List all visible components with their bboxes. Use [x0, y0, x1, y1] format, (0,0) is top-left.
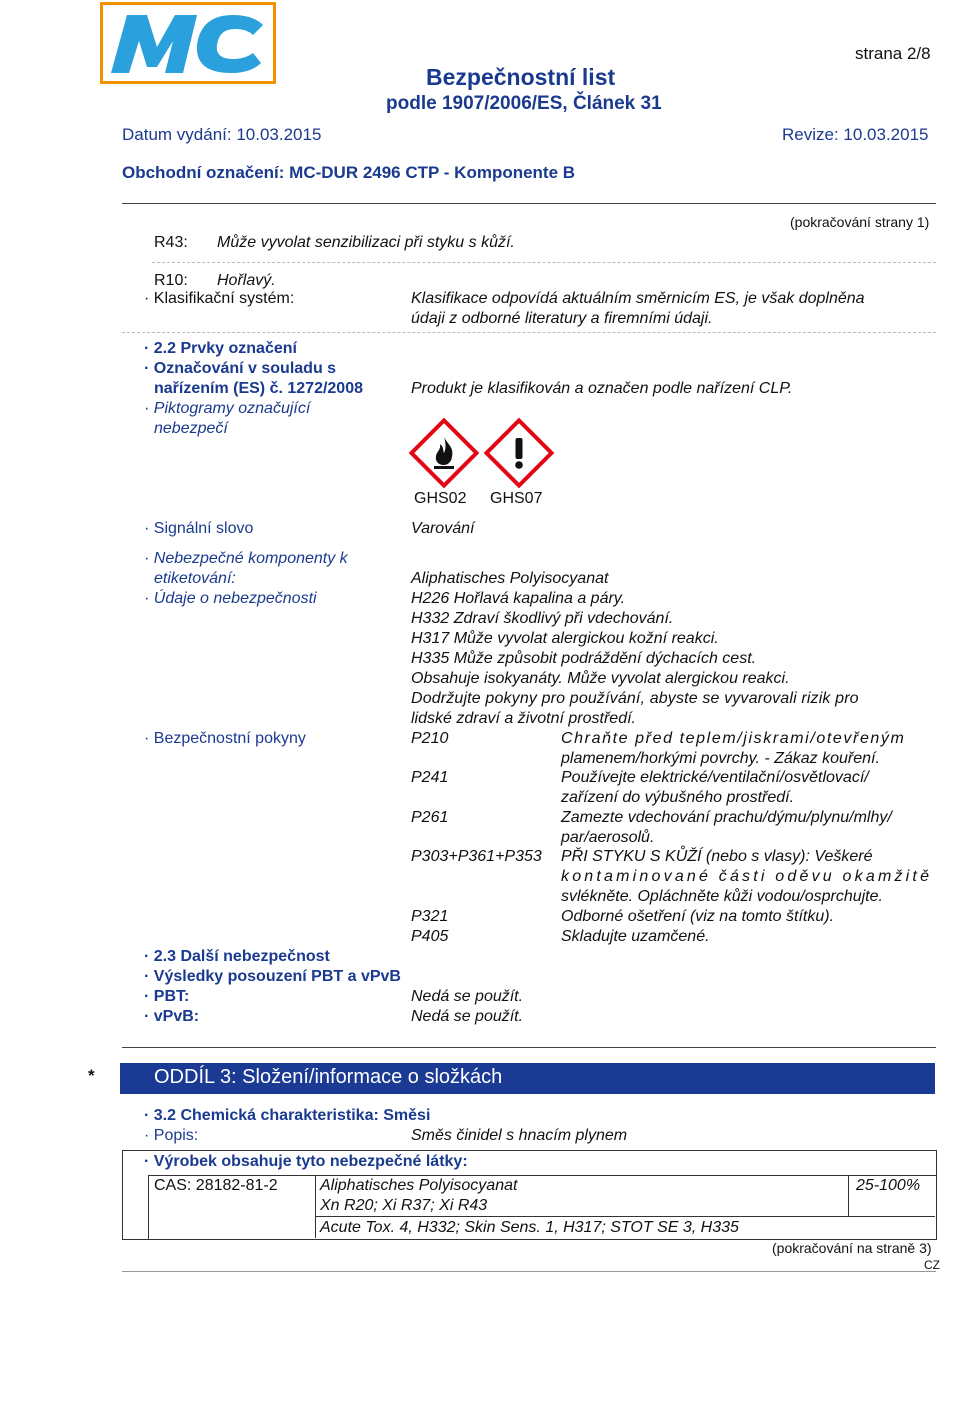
issue-date: Datum vydání: 10.03.2015 [122, 125, 322, 144]
divider [848, 1175, 849, 1217]
clp-classification: Acute Tox. 4, H332; Skin Sens. 1, H317; STOT SE 3, H335 [320, 1219, 739, 1236]
hazard-line: H226 Hořlavá kapalina a páry. [411, 590, 626, 607]
hazard-label: · Údaje o nebezpečnosti [144, 590, 317, 608]
divider [315, 1216, 935, 1217]
labelling-value: Produkt je klasifikován a označen podle nařízení CLP. [411, 380, 793, 397]
mc-logo-icon [103, 5, 273, 81]
language-code: CZ [924, 1258, 940, 1272]
precautions-label: · Bezpečnostní pokyny [144, 730, 306, 748]
pictograms-label-2: nebezpečí [154, 420, 228, 437]
substances-table-heading: · Výrobek obsahuje tyto nebezpečné látky: [144, 1153, 468, 1171]
document-subtitle: podle 1907/2006/ES, Článek 31 [386, 93, 662, 114]
hazard-line: Dodržujte pokyny pro používání, abyste se vyvarovali rizik pro [411, 690, 859, 707]
precaution-text: Zamezte vdechování prachu/dýmu/plynu/mlhy/ [561, 809, 892, 826]
description-value: Směs činidel s hnacím plynem [411, 1127, 628, 1144]
ghs07-label: GHS07 [490, 490, 543, 507]
footer-divider [122, 1271, 936, 1272]
divider [315, 1175, 316, 1238]
precaution-text: Chraňte před teplem/jiskrami/otevřeným [561, 730, 906, 747]
r10-text: Hořlavý. [217, 272, 276, 289]
section-2-2-heading: · 2.2 Prvky označení [144, 340, 297, 358]
section-3-header [120, 1063, 935, 1094]
document-title: Bezpečnostní list [426, 64, 616, 90]
substance-name: Aliphatisches Polyisocyanat [320, 1177, 518, 1194]
precaution-code: P405 [411, 928, 449, 945]
labelling-label-2: nařízením (ES) č. 1272/2008 [154, 380, 363, 397]
section-divider [122, 1047, 936, 1048]
exclamation-icon [499, 433, 539, 473]
precaution-text: PŘI STYKU S KŮŽÍ (nebo s vlasy): Veškeré [561, 848, 873, 865]
r10-code: R10: [154, 272, 188, 289]
ghs02-label: GHS02 [414, 490, 467, 507]
r43-code: R43: [154, 234, 188, 251]
classification-line-2: údaji z odborné literatury a firemními údaji. [411, 310, 713, 327]
precaution-text: zařízení do výbušného prostředí. [561, 789, 795, 806]
pbt-value: Nedá se použít. [411, 988, 524, 1005]
r43-text: Může vyvolat senzibilizaci při styku s kůží. [217, 234, 515, 251]
precaution-code: P210 [411, 730, 449, 747]
section-3-title: ODDÍL 3: Složení/informace o složkách [154, 1066, 503, 1088]
components-label-1: · Nebezpečné komponenty k [144, 550, 348, 568]
components-label-2: etiketování: [154, 570, 236, 587]
precaution-text: Skladujte uzamčené. [561, 928, 710, 945]
precaution-text: kontaminované části oděvu okamžitě [561, 868, 933, 885]
precaution-code: P261 [411, 809, 449, 826]
hazard-line: H332 Zdraví škodlivý při vdechování. [411, 610, 674, 627]
pbt-heading: · Výsledky posouzení PBT a vPvB [144, 968, 401, 986]
hazard-line: H317 Může vyvolat alergickou kožní reakci. [411, 630, 719, 647]
dashed-divider [152, 262, 936, 263]
precaution-text: svlékněte. Opláchněte kůži vodou/osprchujte. [561, 888, 883, 905]
company-logo [100, 2, 276, 84]
description-label: · Popis: [144, 1127, 198, 1145]
revision-date: Revize: 10.03.2015 [782, 125, 929, 144]
page-number: strana 2/8 [855, 44, 931, 63]
vpvb-label: · vPvB: [144, 1008, 199, 1026]
section-2-3-heading: · 2.3 Další nebezpečnost [144, 948, 330, 966]
dashed-divider [122, 332, 936, 333]
precaution-text: Používejte elektrické/ventilační/osvětlovací/ [561, 769, 869, 786]
labelling-label-1: · Označování v souladu s [144, 360, 336, 378]
pictograms-label-1: · Piktogramy označující [144, 400, 310, 418]
hazard-line: lidské zdraví a životní prostředí. [411, 710, 636, 727]
changed-marker: * [88, 1066, 95, 1085]
header-divider [122, 203, 936, 204]
classification-line-1: Klasifikace odpovídá aktuálním směrnicím ES, je však doplněna [411, 290, 865, 307]
hazard-line: Obsahuje isokyanáty. Může vyvolat alergickou reakci. [411, 670, 790, 687]
precaution-text: plamenem/horkými povrchy. - Zákaz kouření. [561, 750, 880, 767]
precaution-code: P303+P361+P353 [411, 848, 542, 865]
precaution-text: par/aerosolů. [561, 829, 655, 846]
flame-icon [424, 433, 464, 473]
signal-word-label: · Signální slovo [144, 520, 253, 538]
trade-name: Obchodní označení: MC-DUR 2496 CTP - Komponente B [122, 163, 576, 182]
pbt-label: · PBT: [144, 988, 189, 1006]
components-value: Aliphatisches Polyisocyanat [411, 570, 609, 587]
precaution-text: Odborné ošetření (viz na tomto štítku). [561, 908, 835, 925]
section-3-2-heading: · 3.2 Chemická charakteristika: Směsi [144, 1107, 430, 1125]
continuation-bottom: (pokračování na straně 3) [772, 1240, 932, 1256]
signal-word-value: Varování [411, 520, 475, 537]
hazard-line: H335 Může způsobit podráždění dýchacích cest. [411, 650, 757, 667]
r-phrases: Xn R20; Xi R37; Xi R43 [320, 1197, 488, 1214]
continuation-top: (pokračování strany 1) [790, 214, 930, 230]
concentration: 25-100% [856, 1177, 921, 1194]
precaution-code: P321 [411, 908, 449, 925]
vpvb-value: Nedá se použít. [411, 1008, 524, 1025]
cas-number: CAS: 28182-81-2 [154, 1177, 278, 1194]
classification-label: · Klasifikační systém: [144, 290, 294, 308]
precaution-code: P241 [411, 769, 449, 786]
